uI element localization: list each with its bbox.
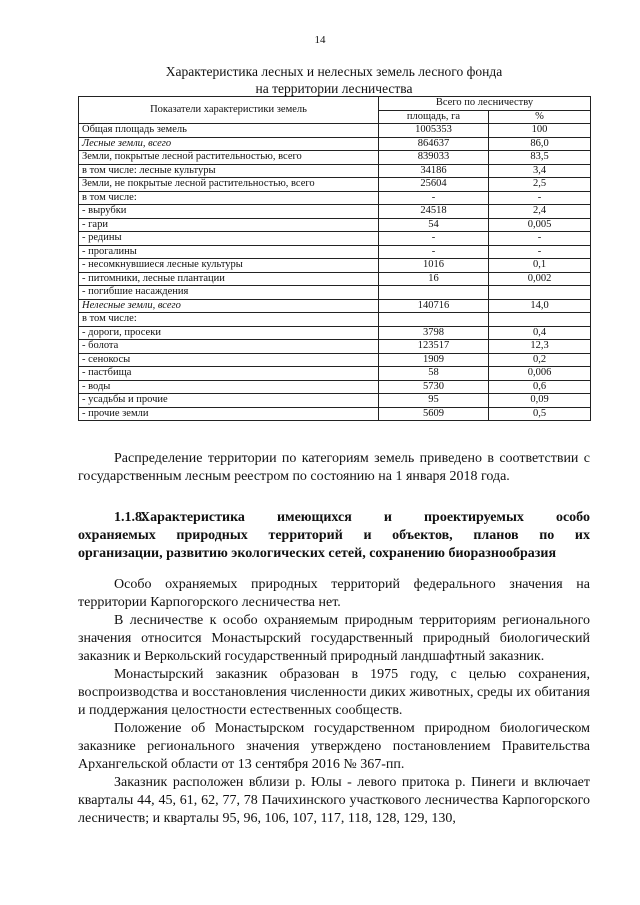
table-cell-area: 1016 bbox=[379, 259, 489, 273]
table-cell-pct: 2,4 bbox=[489, 205, 591, 219]
land-characteristics-table bbox=[78, 96, 591, 421]
table-cell-label: - усадьбы и прочие bbox=[79, 394, 379, 408]
table-cell-pct: 14,0 bbox=[489, 299, 591, 313]
table-cell-pct: 0,1 bbox=[489, 259, 591, 273]
table-cell-label: - вырубки bbox=[79, 205, 379, 219]
table-cell-area: - bbox=[379, 245, 489, 259]
table-row bbox=[79, 191, 591, 205]
table-cell-pct: 2,5 bbox=[489, 178, 591, 192]
table-cell-area: - bbox=[379, 191, 489, 205]
table-cell-pct: 0,002 bbox=[489, 272, 591, 286]
table-cell-area: 24518 bbox=[379, 205, 489, 219]
paragraph-1: Особо охраняемых природных территорий федерального значения на территории Карпогорского лесничества нет. bbox=[78, 577, 590, 610]
table-cell-pct bbox=[489, 286, 591, 300]
table-cell-area: 123517 bbox=[379, 340, 489, 354]
table-cell-area: - bbox=[379, 232, 489, 246]
after-table-text bbox=[78, 450, 590, 486]
table-row bbox=[79, 151, 591, 165]
paragraph-2: В лесничестве к особо охраняемым природным территориям регионального значения относится Монастырский государственный природный биологический заказник и Веркольский государственный природный ландшафтный заказник. bbox=[78, 613, 590, 664]
header-group: Всего по лесничеству bbox=[379, 97, 591, 111]
header-percent: % bbox=[489, 110, 591, 124]
page-number: 14 bbox=[314, 34, 326, 46]
table-cell-area: 140716 bbox=[379, 299, 489, 313]
table-cell-area: 58 bbox=[379, 367, 489, 381]
table-body bbox=[79, 124, 591, 421]
table-row bbox=[79, 137, 591, 151]
table-cell-label: - сенокосы bbox=[79, 353, 379, 367]
table-cell-pct: - bbox=[489, 191, 591, 205]
table-row bbox=[79, 313, 591, 327]
table-row bbox=[79, 205, 591, 219]
table-row bbox=[79, 407, 591, 421]
table-cell-label: Земли, покрытые лесной растительностью, всего bbox=[79, 151, 379, 165]
table-cell-label: - гари bbox=[79, 218, 379, 232]
table-cell-label: - редины bbox=[79, 232, 379, 246]
table-cell-pct: - bbox=[489, 245, 591, 259]
table-row bbox=[79, 299, 591, 313]
table-row bbox=[79, 340, 591, 354]
table-cell-area: 864637 bbox=[379, 137, 489, 151]
table-cell-area: 1005353 bbox=[379, 124, 489, 138]
paragraph-4: Положение об Монастырском государственном природном биологическом заказнике регионального значения утверждено постановлением Правительства Архангельской области от 13 сентября 2016 № 367-пп. bbox=[78, 721, 590, 772]
body-text bbox=[78, 576, 590, 828]
table-cell-label: Общая площадь земель bbox=[79, 124, 379, 138]
table-cell-pct: 0,4 bbox=[489, 326, 591, 340]
table-cell-area: 54 bbox=[379, 218, 489, 232]
table-row bbox=[79, 164, 591, 178]
table-cell-label: в том числе: bbox=[79, 313, 379, 327]
table-cell-pct: 86,0 bbox=[489, 137, 591, 151]
table-cell-label: - несомкнувшиеся лесные культуры bbox=[79, 259, 379, 273]
table-cell-label: в том числе: bbox=[79, 191, 379, 205]
table-cell-pct: 0,09 bbox=[489, 394, 591, 408]
section-title-line-3: организации, развитию экологических сетей, сохранению биоразнообразия bbox=[78, 546, 557, 561]
table-cell-area: 95 bbox=[379, 394, 489, 408]
table-cell-pct: - bbox=[489, 232, 591, 246]
table-cell-label: - воды bbox=[79, 380, 379, 394]
table-cell-area bbox=[379, 313, 489, 327]
table-cell-area: 5730 bbox=[379, 380, 489, 394]
table-cell-label: - дороги, просеки bbox=[79, 326, 379, 340]
section-heading bbox=[78, 509, 590, 563]
section-heading-line-1 bbox=[78, 509, 590, 527]
table-cell-pct: 83,5 bbox=[489, 151, 591, 165]
table-title bbox=[78, 63, 590, 97]
table-cell-area: 16 bbox=[379, 272, 489, 286]
table-row bbox=[79, 218, 591, 232]
table-cell-label: - пастбища bbox=[79, 367, 379, 381]
table-cell-label: Лесные земли, всего bbox=[79, 137, 379, 151]
table-row bbox=[79, 326, 591, 340]
table-row bbox=[79, 353, 591, 367]
paragraph-5: Заказник расположен вблизи р. Юлы - левого притока р. Пинеги и включает кварталы 44, 45, 61, 62, 77, 78 Пачихинского участкового лесничества Карпогорского лесничеств; и кварталы 95, 96, 106, 107, 117, 118, 128, 129, 130, bbox=[78, 775, 590, 826]
table-row bbox=[79, 245, 591, 259]
table-cell-pct: 0,2 bbox=[489, 353, 591, 367]
table-cell-area: 34186 bbox=[379, 164, 489, 178]
table-row bbox=[79, 286, 591, 300]
table-title-line-2: на территории лесничества bbox=[255, 81, 413, 96]
table-cell-label: Земли, не покрытые лесной растительностью, всего bbox=[79, 178, 379, 192]
table-cell-label: в том числе: лесные культуры bbox=[79, 164, 379, 178]
table-row bbox=[79, 380, 591, 394]
table-cell-area: 1909 bbox=[379, 353, 489, 367]
table-cell-area: 5609 bbox=[379, 407, 489, 421]
table-cell-pct: 0,005 bbox=[489, 218, 591, 232]
table-cell-label: Нелесные земли, всего bbox=[79, 299, 379, 313]
table-row bbox=[79, 272, 591, 286]
section-number: 1.1.8. bbox=[114, 510, 146, 525]
table-row bbox=[79, 394, 591, 408]
section-title-line-2: охраняемых природных территорий и объектов, планов по их bbox=[78, 528, 590, 543]
table-row bbox=[79, 259, 591, 273]
table-cell-area: 3798 bbox=[379, 326, 489, 340]
header-area: площадь, га bbox=[379, 110, 489, 124]
table-cell-label: - погибшие насаждения bbox=[79, 286, 379, 300]
table-cell-area: 25604 bbox=[379, 178, 489, 192]
table-row bbox=[79, 232, 591, 246]
table-cell-pct: 3,4 bbox=[489, 164, 591, 178]
table-cell-pct: 12,3 bbox=[489, 340, 591, 354]
table-row bbox=[79, 367, 591, 381]
table-cell-pct bbox=[489, 313, 591, 327]
table-cell-pct: 0,006 bbox=[489, 367, 591, 381]
table-cell-label: - питомники, лесные плантации bbox=[79, 272, 379, 286]
table-cell-pct: 0,5 bbox=[489, 407, 591, 421]
table-cell-pct: 0,6 bbox=[489, 380, 591, 394]
header-indicator: Показатели характеристики земель bbox=[79, 97, 379, 124]
table-cell-label: - прочие земли bbox=[79, 407, 379, 421]
table-cell-label: - болота bbox=[79, 340, 379, 354]
table-cell-area bbox=[379, 286, 489, 300]
table-cell-pct: 100 bbox=[489, 124, 591, 138]
table-row bbox=[79, 124, 591, 138]
after-table-paragraph: Распределение территории по категориям земель приведено в соответствии с государственным лесным реестром по состоянию на 1 января 2018 года. bbox=[78, 451, 590, 484]
table-row bbox=[79, 178, 591, 192]
table-cell-label: - прогалины bbox=[79, 245, 379, 259]
table-cell-area: 839033 bbox=[379, 151, 489, 165]
section-title-line-1: Характеристика имеющихся и проектируемых особо bbox=[140, 510, 590, 525]
paragraph-3: Монастырский заказник образован в 1975 году, с целью сохранения, воспроизводства и восстановления численности диких животных, среды их обитания и поддержания целостности естественных сообществ. bbox=[78, 667, 590, 718]
table-title-line-1: Характеристика лесных и нелесных земель лесного фонда bbox=[165, 64, 503, 79]
